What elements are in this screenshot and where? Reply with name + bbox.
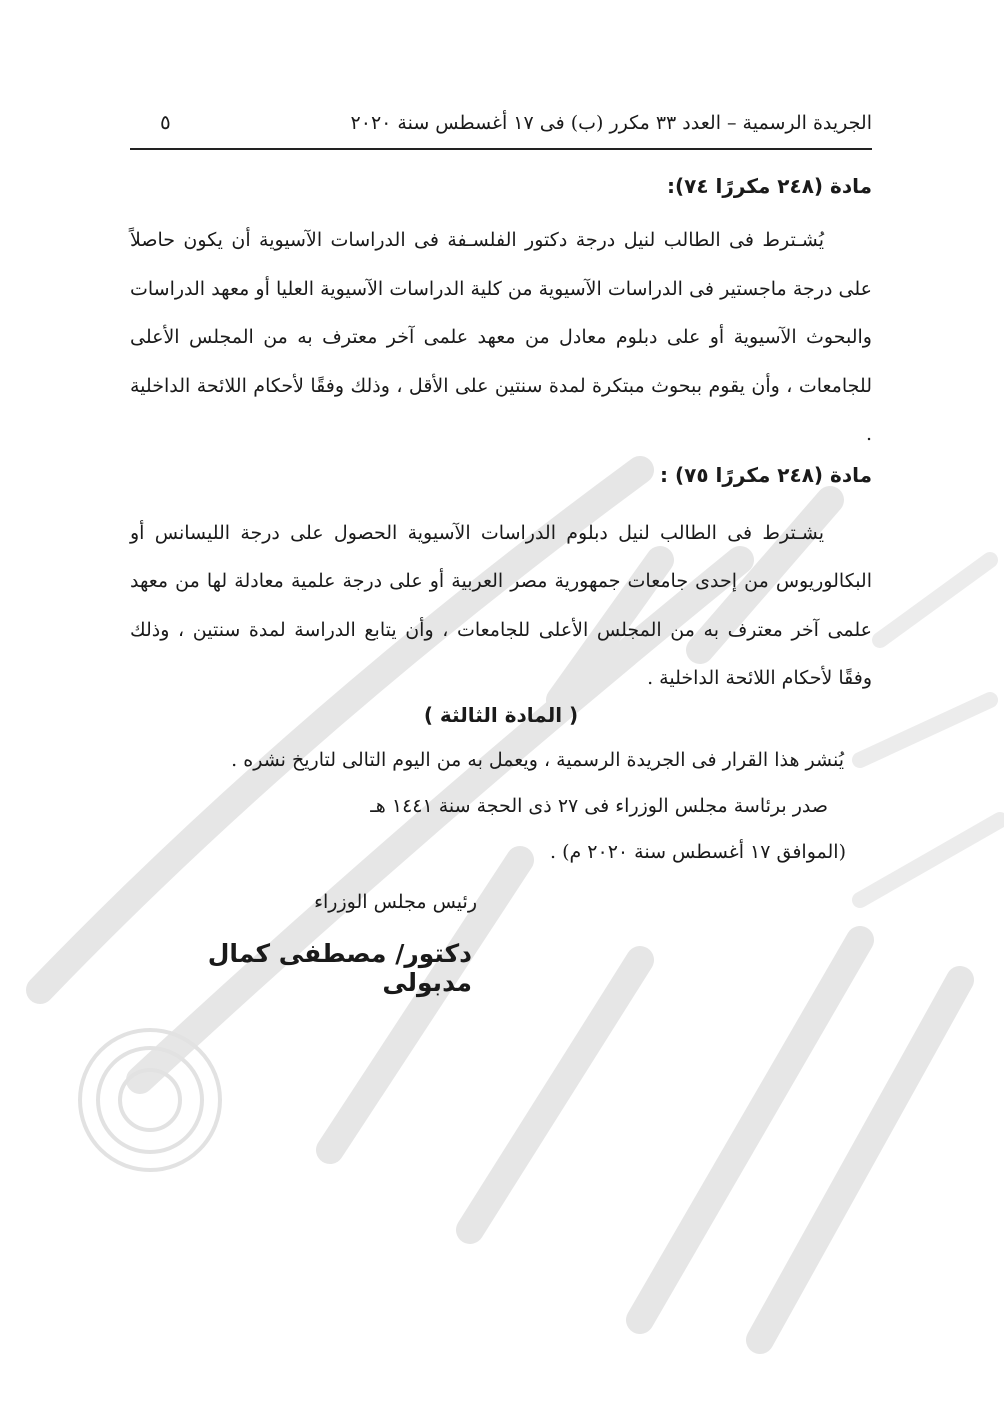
seal-icon — [80, 1030, 220, 1170]
article-74-title: مادة (٢٤٨ مكررًا ٧٤): — [666, 174, 872, 198]
page-number: ٥ — [160, 110, 171, 134]
issued-line: صدر برئاسة مجلس الوزراء فى ٢٧ ذى الحجة سنة ١٤٤١ هـ — [370, 794, 828, 817]
article-74-paragraph — [130, 216, 872, 459]
document-page — [130, 110, 872, 997]
signatory-role: رئيس مجلس الوزراء — [314, 890, 477, 913]
page-header — [130, 110, 872, 150]
article-74-text: يُشـترط فى الطالب لنيل درجة دكتور الفلسـفة فى الدراسات الآسيوية أن يكون حاصلاً على درجة ماجستير فى الدراسات الآسيوية من كلية الدراسات الآسيوية العليا أو معهد الدراسات والبحوث الآسيوية أو على دبلوم معادل من معهد علمى آخر معترف به من المجلس الأعلى للجامعات ، وأن يقوم ببحوث مبتكرة لمدة سنتين على الأقل ، وذلك وفقًا لأحكام اللائحة الداخلية . — [130, 229, 872, 445]
article-75-title: مادة (٢٤٨ مكررًا ٧٥) : — [660, 462, 872, 487]
section-three-title: ( المادة الثالثة ) — [423, 702, 579, 727]
signatory-name: دكتور/ مصطفى كمال مدبولى — [207, 938, 472, 997]
gregorian-date-line: (الموافق ١٧ أغسطس سنة ٢٠٢٠ م) . — [549, 840, 846, 863]
header-title: الجريدة الرسمية – العدد ٣٣ مكرر (ب) فى ١٧ أغسطس سنة ٢٠٢٠ — [350, 112, 872, 134]
article-75-text: يشـترط فى الطالب لنيل دبلوم الدراسات الآسيوية الحصول على درجة الليسانس أو البكالوريوس من إحدى جامعات جمهورية مصر العربية أو على درجة علمية معادلة لها من معهد علمى آخر معترف به من المجلس الأعلى للجامعات ، وأن يتابع الدراسة لمدة سنتين ، وذلك وفقًا لأحكام اللائحة الداخلية . — [130, 521, 872, 689]
article-75-paragraph — [130, 509, 872, 703]
publication-text: يُنشر هذا القرار فى الجريدة الرسمية ، ويعمل به من اليوم التالى لتاريخ نشره . — [231, 748, 844, 771]
